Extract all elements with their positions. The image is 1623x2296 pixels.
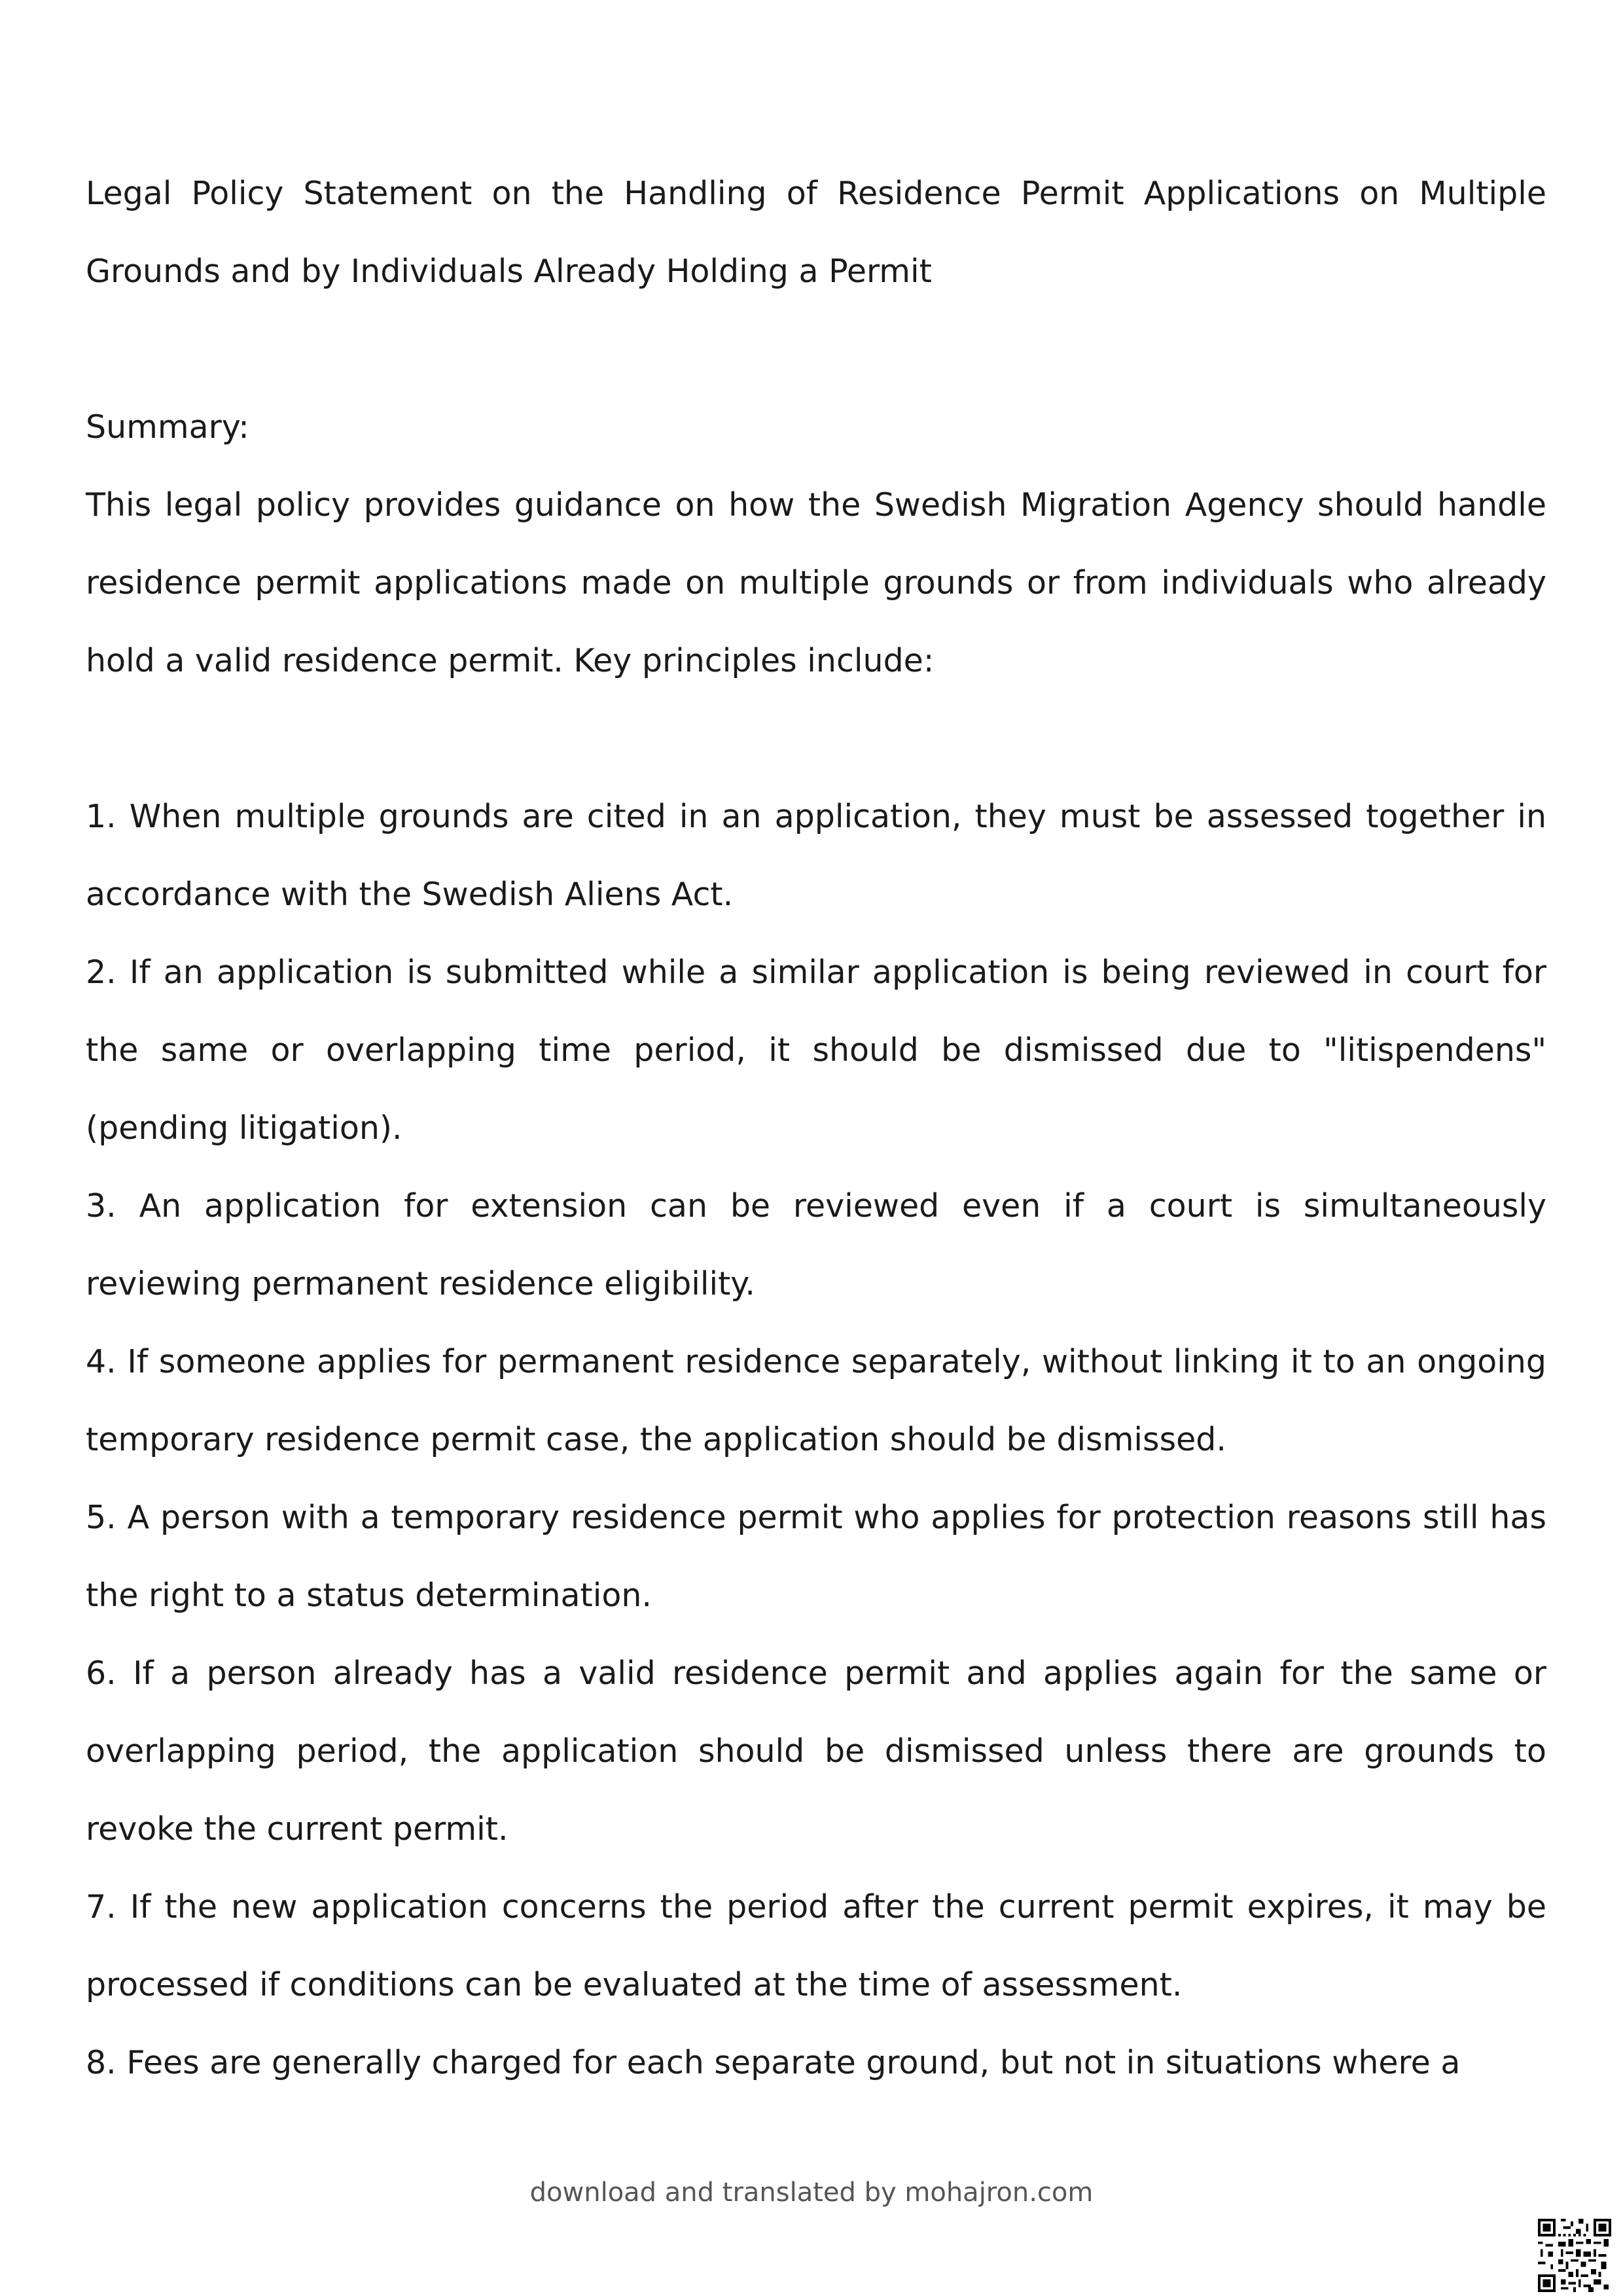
- qr-code-icon: [1538, 2219, 1611, 2292]
- summary-text: This legal policy provides guidance on how the Swedish Migration Agency should handle residence permit applications made on multiple grounds or from individuals who already hold a valid residence permit. Key principles include:: [86, 486, 1546, 679]
- list-item: 7. If the new application concerns the period after the current permit expires, it may be processed if conditions can be evaluated at the time of assessment.: [86, 1888, 1546, 2003]
- spacer: [86, 700, 1546, 778]
- document-body: [86, 154, 1546, 2102]
- list-item: 6. If a person already has a valid residence permit and applies again for the same or overlapping period, the application should be dismissed unless there are grounds to revoke the current permit.: [86, 1655, 1546, 1848]
- document-title: Legal Policy Statement on the Handling of Residence Permit Applications on Multiple Grounds and by Individuals Already Holding a Permit: [86, 175, 1546, 290]
- list-item: 8. Fees are generally charged for each separate ground, but not in situations where a: [86, 2044, 1461, 2081]
- list-item: 4. If someone applies for permanent residence separately, without linking it to an ongoing temporary residence permit case, the application should be dismissed.: [86, 1343, 1546, 1458]
- summary-heading: Summary:: [86, 408, 249, 446]
- list-item: 3. An application for extension can be reviewed even if a court is simultaneously reviewing permanent residence eligibility.: [86, 1187, 1546, 1302]
- spacer: [86, 310, 1546, 388]
- list-item: 1. When multiple grounds are cited in an application, they must be assessed together in accordance with the Swedish Aliens Act.: [86, 798, 1546, 913]
- footer-credit: download and translated by mohajron.com: [529, 2178, 1094, 2208]
- list-item: 2. If an application is submitted while a similar application is being reviewed in court for the same or overlapping time period, it should be dismissed due to "litispendens" (pending litigation).: [86, 954, 1546, 1147]
- list-item: 5. A person with a temporary residence permit who applies for protection reasons still has the right to a status determination.: [86, 1499, 1546, 1614]
